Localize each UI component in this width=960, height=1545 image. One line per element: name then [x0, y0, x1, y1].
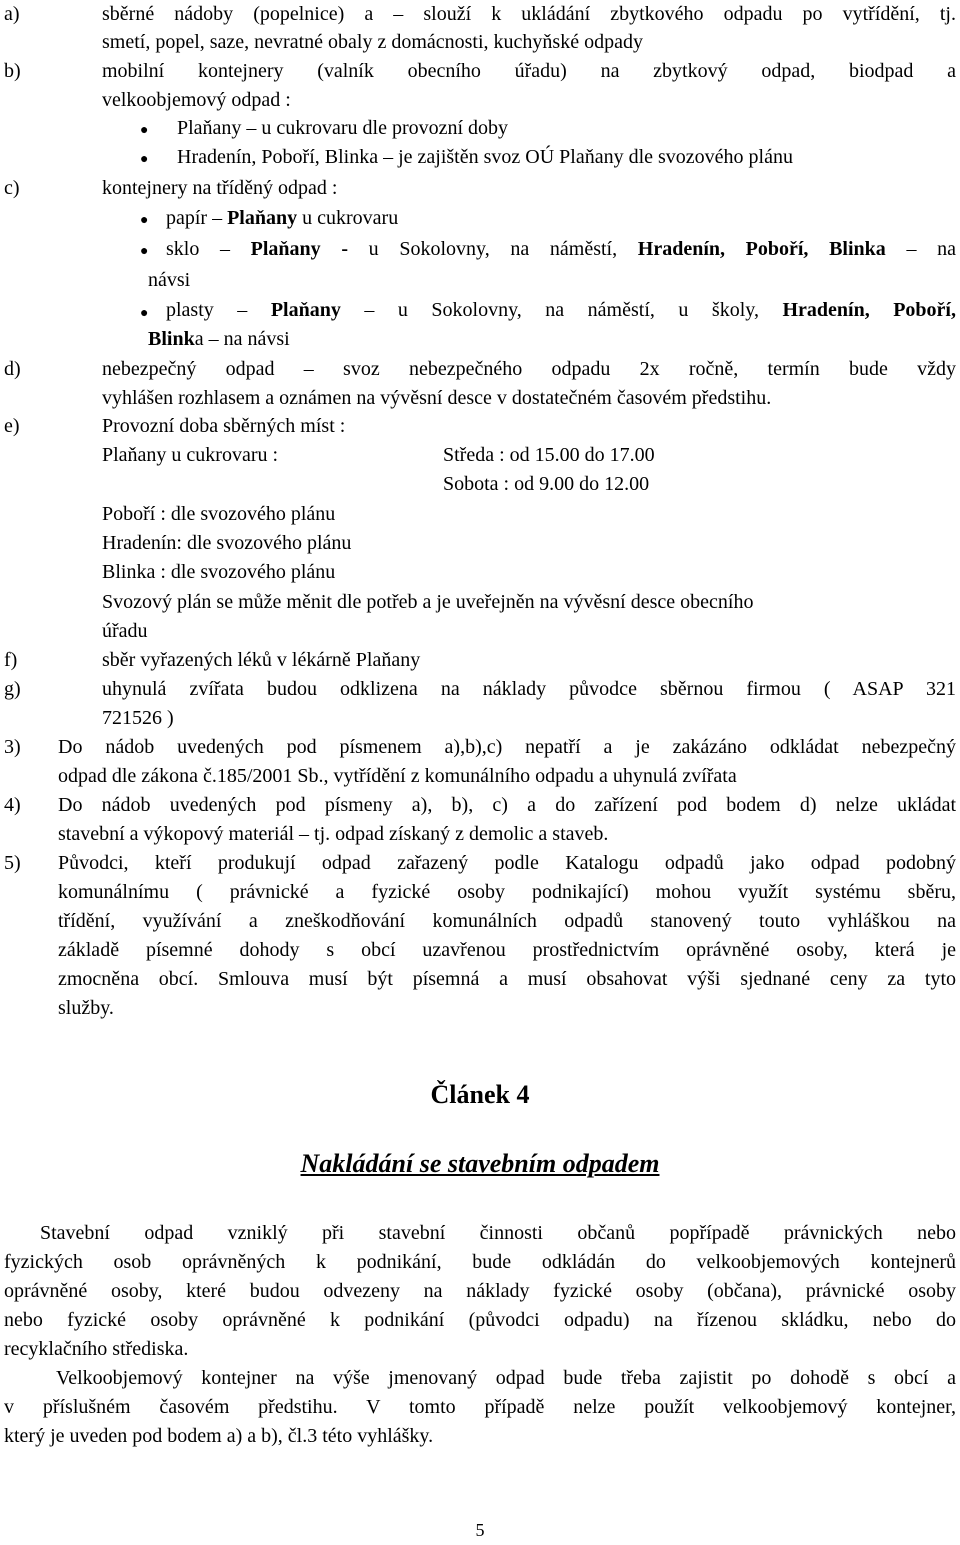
item-d-line2: vyhlášen rozhlasem a oznámen na vývěsní desce v dostatečném časovém předstihu. — [102, 387, 772, 409]
item-e-hradenin: Hradenín: dle svozového plánu — [102, 532, 352, 554]
item-d-line1: nebezpečný odpad – svoz nebezpečného odpadu 2x ročně, termín bude vždy — [102, 358, 956, 380]
item-b-line2: velkoobjemový odpad : — [102, 89, 291, 111]
item-e-blinka: Blinka : dle svozového plánu — [102, 561, 336, 583]
article-heading: Článek 4 — [430, 1080, 530, 1109]
bullet-plasty-mid: – u Sokolovny, na náměstí, u školy, — [340, 299, 783, 321]
bullet-plasty-cont-bold: Blink — [148, 328, 195, 350]
article-p1-line4: nebo fyzické osoby oprávněné k podnikání (původci odpadu) na řízenou skládku, nebo do — [4, 1309, 956, 1331]
bullet-plasty-bold2: Hradenín, Poboří, — [782, 299, 956, 321]
item-b-bullet2: Hradenín, Poboří, Blinka – je zajištěn svoz OÚ Plaňany dle svozového plánu — [177, 146, 793, 168]
item-c-bullet-papir — [166, 204, 398, 233]
point-3-label: 3) — [4, 736, 21, 758]
bullet-plasty-bold1: Plaňany — [270, 299, 341, 321]
item-e-label: e) — [4, 415, 20, 437]
point-5-line5: zmocněna obcí. Smlouva musí být písemná a musí obsahovat výši sjednané ceny za tyto — [58, 968, 956, 990]
article-p1-line2: fyzických osob oprávněných k podnikání, bude odkládán do velkoobjemových kontejnerů — [4, 1251, 956, 1273]
item-f-label: f) — [4, 649, 18, 671]
item-e-planany: Plaňany u cukrovaru : — [102, 444, 279, 466]
item-a-line1: sběrné nádoby (popelnice) a – slouží k ukládání zbytkového odpadu po vytřídění, tj. — [102, 3, 956, 25]
bullet-icon: ● — [140, 152, 149, 167]
bullet-papir-post: u cukrovaru — [297, 207, 399, 229]
bullet-plasty-cont: a – na návsi — [194, 328, 290, 350]
item-c-text: kontejnery na tříděný odpad : — [102, 177, 338, 199]
point-4-label: 4) — [4, 794, 21, 816]
bullet-icon: ● — [140, 213, 149, 228]
item-c-bullet-plasty — [166, 296, 956, 325]
item-f-text: sběr vyřazených léků v lékárně Plaňany — [102, 649, 421, 671]
page-number: 5 — [475, 1520, 485, 1540]
point-4-line2: stavební a výkopový materiál – tj. odpad získaný z demolic a staveb. — [58, 823, 609, 845]
bullet-icon: ● — [140, 244, 149, 259]
article-p2-line1: Velkoobjemový kontejner na výše jmenovaný odpad bude třeba zajistit po dohodě s obcí a — [56, 1367, 956, 1389]
article-subheading: Nakládání se stavebním odpadem — [300, 1149, 660, 1178]
article-p2-line3: který je uveden pod bodem a) a b), čl.3 této vyhlášky. — [4, 1425, 434, 1447]
item-c-bullet-plasty-cont — [148, 325, 290, 354]
point-5-label: 5) — [4, 852, 21, 874]
item-g-label: g) — [4, 678, 21, 700]
item-d-label: d) — [4, 358, 21, 380]
item-e-streda: Středa : od 15.00 do 17.00 — [443, 444, 655, 466]
bullet-sklo-mid: u Sokolovny, na náměstí, — [348, 238, 638, 260]
point-5-line4: základě písemné dohody s obcí uzavřenou prostřednictvím oprávněné osoby, která je — [58, 939, 956, 961]
item-c-bullet-sklo-cont: návsi — [148, 269, 191, 291]
item-e-sobota: Sobota : od 9.00 do 12.00 — [443, 473, 650, 495]
point-5-line2: komunálnímu ( právnické a fyzické osoby podnikající) mohou využít systému sběru, — [58, 881, 956, 903]
item-g-line2: 721526 ) — [102, 707, 174, 729]
article-p2-line2: v příslušném časovém předstihu. V tomto případě nelze použít velkoobjemový kontejner, — [4, 1396, 956, 1418]
point-3-line1: Do nádob uvedených pod písmenem a),b),c) nepatří a je zakázáno odkládat nebezpečný — [58, 736, 956, 758]
bullet-plasty-pre: plasty – — [166, 299, 271, 321]
point-4-line1: Do nádob uvedených pod písmeny a), b), c) a do zařízení pod bodem d) nelze ukládat — [58, 794, 956, 816]
item-e-title: Provozní doba sběrných míst : — [102, 415, 346, 437]
item-b-label: b) — [4, 60, 21, 82]
item-g-line1: uhynulá zvířata budou odklizena na náklady původce sběrnou firmou ( ASAP 321 — [102, 678, 956, 700]
point-3-line2: odpad dle zákona č.185/2001 Sb., vytřídění z komunálního odpadu a uhynulá zvířata — [58, 765, 737, 787]
bullet-papir-pre: papír – — [166, 207, 228, 229]
item-b-bullet1: Plaňany – u cukrovaru dle provozní doby — [177, 117, 509, 139]
bullet-sklo-bold1: Plaňany - — [250, 238, 348, 260]
item-a-label: a) — [4, 3, 20, 25]
item-c-bullet-sklo — [166, 235, 956, 264]
bullet-icon: ● — [140, 123, 149, 138]
bullet-sklo-pre: sklo – — [166, 238, 251, 260]
item-e-note-line2: úřadu — [102, 620, 148, 642]
article-p1-line1: Stavební odpad vzniklý při stavební činnosti občanů popřípadě právnických nebo — [40, 1222, 956, 1244]
bullet-sklo-bold2: Hradenín, Poboří, Blinka — [637, 238, 886, 260]
point-5-line3: třídění, využívání a zneškodňování komunálních odpadů stanovený touto vyhláškou na — [58, 910, 956, 932]
point-5-line6: služby. — [58, 997, 114, 1019]
article-p1-line5: recyklačního střediska. — [4, 1338, 189, 1360]
bullet-icon: ● — [140, 306, 149, 321]
point-5-line1: Původci, kteří produkují odpad zařazený podle Katalogu odpadů jako odpad podobný — [58, 852, 956, 874]
article-p1-line3: oprávněné osoby, které budou odvezeny na náklady fyzické osoby (občana), právnické osoby — [4, 1280, 956, 1302]
item-e-pobori: Poboří : dle svozového plánu — [102, 503, 336, 525]
item-a-line2: smetí, popel, saze, nevratné obaly z domácnosti, kuchyňské odpady — [102, 31, 643, 53]
bullet-papir-bold: Plaňany — [227, 207, 298, 229]
item-b-line1: mobilní kontejnery (valník obecního úřadu) na zbytkový odpad, biodpad a — [102, 60, 956, 82]
item-e-note-line1: Svozový plán se může měnit dle potřeb a je uveřejněn na vývěsní desce obecního — [102, 591, 754, 613]
bullet-sklo-post: – na — [885, 238, 956, 260]
item-c-label: c) — [4, 177, 20, 199]
